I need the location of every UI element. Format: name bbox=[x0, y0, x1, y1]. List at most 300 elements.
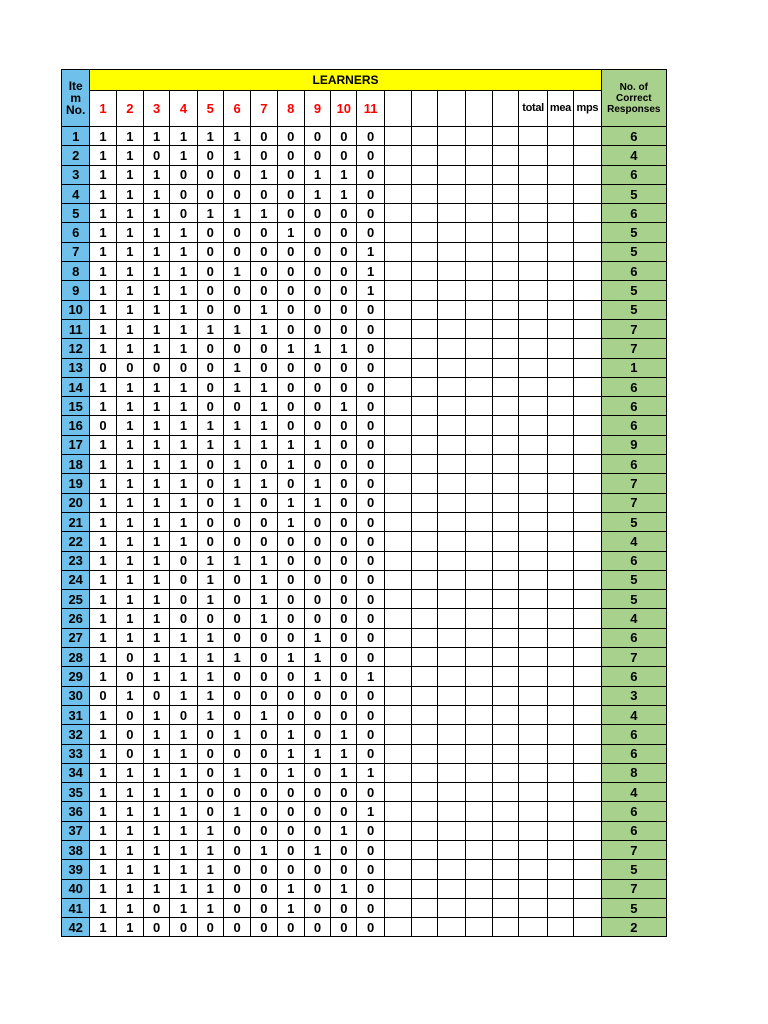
table-row bbox=[62, 204, 667, 223]
table-row bbox=[62, 918, 667, 937]
score-cell: 0 bbox=[304, 358, 330, 377]
score-cell: 0 bbox=[251, 242, 277, 261]
score-cell: 1 bbox=[170, 667, 197, 686]
score-cell: 1 bbox=[223, 377, 250, 396]
table-row bbox=[62, 551, 667, 570]
score-cell: 0 bbox=[251, 358, 277, 377]
empty-cell bbox=[412, 435, 438, 454]
empty-cell bbox=[384, 358, 411, 377]
score-cell: 0 bbox=[251, 802, 277, 821]
empty-cell bbox=[384, 648, 411, 667]
empty-cell bbox=[438, 763, 465, 782]
empty-cell bbox=[465, 455, 492, 474]
score-cell: 0 bbox=[170, 165, 197, 184]
score-cell: 0 bbox=[304, 377, 330, 396]
score-cell: 1 bbox=[277, 744, 304, 763]
empty-cell bbox=[574, 570, 602, 589]
score-cell: 1 bbox=[170, 783, 197, 802]
empty-cell bbox=[465, 628, 492, 647]
empty-cell bbox=[519, 840, 547, 859]
score-cell: 1 bbox=[116, 628, 143, 647]
empty-cell bbox=[519, 300, 547, 319]
score-cell: 1 bbox=[144, 377, 170, 396]
empty-cell bbox=[547, 358, 573, 377]
empty-cell bbox=[438, 242, 465, 261]
item-number-cell: 39 bbox=[62, 860, 90, 879]
score-cell: 0 bbox=[170, 918, 197, 937]
score-cell: 0 bbox=[331, 455, 357, 474]
score-cell: 0 bbox=[277, 416, 304, 435]
table-row bbox=[62, 686, 667, 705]
score-cell: 0 bbox=[304, 397, 330, 416]
score-cell: 1 bbox=[251, 397, 277, 416]
empty-cell bbox=[438, 204, 465, 223]
empty-cell bbox=[438, 319, 465, 338]
table-row bbox=[62, 184, 667, 203]
table-row bbox=[62, 783, 667, 802]
score-cell: 1 bbox=[304, 648, 330, 667]
table-row bbox=[62, 590, 667, 609]
correct-responses-cell: 6 bbox=[601, 397, 666, 416]
score-cell: 1 bbox=[197, 204, 223, 223]
score-cell: 1 bbox=[170, 821, 197, 840]
score-cell: 1 bbox=[251, 570, 277, 589]
table-row bbox=[62, 898, 667, 917]
score-cell: 1 bbox=[197, 879, 223, 898]
empty-cell bbox=[384, 127, 411, 146]
score-cell: 0 bbox=[197, 397, 223, 416]
score-cell: 1 bbox=[144, 127, 170, 146]
empty-cell bbox=[438, 551, 465, 570]
table-row bbox=[62, 339, 667, 358]
empty-cell bbox=[384, 416, 411, 435]
score-cell: 1 bbox=[304, 667, 330, 686]
score-cell: 0 bbox=[357, 474, 384, 493]
empty-cell bbox=[465, 725, 492, 744]
score-cell: 1 bbox=[116, 898, 143, 917]
score-cell: 1 bbox=[144, 474, 170, 493]
score-cell: 1 bbox=[90, 165, 116, 184]
score-cell: 0 bbox=[357, 686, 384, 705]
empty-cell bbox=[493, 204, 519, 223]
score-cell: 1 bbox=[116, 242, 143, 261]
score-cell: 0 bbox=[357, 570, 384, 589]
score-cell: 1 bbox=[116, 512, 143, 531]
score-cell: 0 bbox=[357, 628, 384, 647]
score-cell: 1 bbox=[90, 705, 116, 724]
empty-cell bbox=[384, 532, 411, 551]
score-cell: 0 bbox=[170, 609, 197, 628]
empty-cell bbox=[493, 879, 519, 898]
empty-cell bbox=[574, 474, 602, 493]
score-cell: 0 bbox=[331, 223, 357, 242]
score-cell: 1 bbox=[116, 262, 143, 281]
empty-cell bbox=[547, 300, 573, 319]
empty-cell bbox=[412, 840, 438, 859]
score-cell: 1 bbox=[223, 802, 250, 821]
score-cell: 1 bbox=[277, 493, 304, 512]
score-cell: 0 bbox=[357, 744, 384, 763]
empty-cell bbox=[574, 146, 602, 165]
item-number-cell: 9 bbox=[62, 281, 90, 300]
empty-cell bbox=[438, 493, 465, 512]
empty-cell bbox=[493, 455, 519, 474]
score-cell: 0 bbox=[277, 783, 304, 802]
score-cell: 0 bbox=[197, 512, 223, 531]
score-cell: 1 bbox=[116, 416, 143, 435]
empty-cell bbox=[412, 377, 438, 396]
empty-cell bbox=[547, 609, 573, 628]
item-number-cell: 16 bbox=[62, 416, 90, 435]
item-number-cell: 18 bbox=[62, 455, 90, 474]
score-cell: 1 bbox=[116, 840, 143, 859]
score-cell: 1 bbox=[116, 918, 143, 937]
score-cell: 1 bbox=[90, 397, 116, 416]
score-cell: 0 bbox=[331, 242, 357, 261]
empty-cell bbox=[574, 763, 602, 782]
empty-cell bbox=[465, 223, 492, 242]
empty-cell bbox=[493, 435, 519, 454]
empty-cell bbox=[438, 609, 465, 628]
score-cell: 1 bbox=[116, 339, 143, 358]
empty-cell bbox=[438, 667, 465, 686]
score-cell: 0 bbox=[277, 551, 304, 570]
score-cell: 1 bbox=[277, 879, 304, 898]
score-cell: 1 bbox=[144, 551, 170, 570]
correct-responses-cell: 5 bbox=[601, 281, 666, 300]
empty-cell bbox=[547, 648, 573, 667]
empty-cell bbox=[547, 860, 573, 879]
empty-cell bbox=[493, 667, 519, 686]
empty-cell bbox=[493, 744, 519, 763]
empty-cell bbox=[384, 262, 411, 281]
score-cell: 1 bbox=[170, 686, 197, 705]
score-cell: 0 bbox=[304, 204, 330, 223]
empty-cell bbox=[384, 551, 411, 570]
score-cell: 0 bbox=[223, 184, 250, 203]
item-number-cell: 2 bbox=[62, 146, 90, 165]
score-cell: 0 bbox=[251, 262, 277, 281]
score-cell: 1 bbox=[197, 860, 223, 879]
score-cell: 1 bbox=[170, 474, 197, 493]
score-cell: 0 bbox=[223, 532, 250, 551]
score-cell: 1 bbox=[90, 860, 116, 879]
empty-cell bbox=[384, 455, 411, 474]
score-cell: 0 bbox=[197, 918, 223, 937]
empty-cell bbox=[384, 667, 411, 686]
table-row bbox=[62, 532, 667, 551]
item-number-cell: 6 bbox=[62, 223, 90, 242]
score-cell: 1 bbox=[144, 667, 170, 686]
item-number-cell: 11 bbox=[62, 319, 90, 338]
empty-cell bbox=[438, 223, 465, 242]
table-row bbox=[62, 397, 667, 416]
score-cell: 0 bbox=[197, 783, 223, 802]
score-cell: 0 bbox=[197, 802, 223, 821]
item-number-cell: 17 bbox=[62, 435, 90, 454]
table-row bbox=[62, 242, 667, 261]
empty-cell bbox=[493, 416, 519, 435]
score-cell: 0 bbox=[170, 590, 197, 609]
score-cell: 0 bbox=[331, 300, 357, 319]
empty-cell bbox=[438, 840, 465, 859]
score-cell: 1 bbox=[170, 455, 197, 474]
score-cell: 1 bbox=[251, 377, 277, 396]
score-cell: 0 bbox=[304, 127, 330, 146]
score-cell: 1 bbox=[357, 763, 384, 782]
empty-cell bbox=[412, 358, 438, 377]
score-cell: 0 bbox=[304, 319, 330, 338]
empty-cell bbox=[547, 184, 573, 203]
score-cell: 0 bbox=[223, 628, 250, 647]
score-cell: 0 bbox=[144, 686, 170, 705]
score-cell: 0 bbox=[331, 628, 357, 647]
empty-cell bbox=[574, 184, 602, 203]
empty-cell bbox=[412, 204, 438, 223]
empty-cell bbox=[519, 512, 547, 531]
score-cell: 0 bbox=[197, 455, 223, 474]
score-cell: 0 bbox=[357, 377, 384, 396]
score-cell: 1 bbox=[144, 262, 170, 281]
empty-cell bbox=[438, 648, 465, 667]
empty-cell bbox=[412, 628, 438, 647]
correct-responses-cell: 5 bbox=[601, 223, 666, 242]
score-cell: 0 bbox=[116, 358, 143, 377]
correct-responses-cell: 4 bbox=[601, 532, 666, 551]
score-cell: 0 bbox=[197, 532, 223, 551]
empty-cell bbox=[493, 821, 519, 840]
empty-cell bbox=[547, 474, 573, 493]
empty-cell bbox=[493, 377, 519, 396]
empty-cell bbox=[493, 551, 519, 570]
score-cell: 0 bbox=[251, 493, 277, 512]
empty-cell bbox=[412, 184, 438, 203]
empty-cell bbox=[493, 590, 519, 609]
score-cell: 0 bbox=[304, 532, 330, 551]
score-cell: 0 bbox=[357, 898, 384, 917]
score-cell: 0 bbox=[277, 821, 304, 840]
empty-cell bbox=[438, 358, 465, 377]
empty-cell bbox=[547, 532, 573, 551]
empty-cell bbox=[547, 262, 573, 281]
empty-cell bbox=[384, 223, 411, 242]
score-cell: 1 bbox=[277, 648, 304, 667]
score-cell: 1 bbox=[90, 184, 116, 203]
score-cell: 0 bbox=[357, 146, 384, 165]
score-cell: 0 bbox=[277, 532, 304, 551]
correct-responses-cell: 6 bbox=[601, 744, 666, 763]
score-cell: 1 bbox=[331, 397, 357, 416]
score-cell: 0 bbox=[144, 358, 170, 377]
empty-cell bbox=[574, 551, 602, 570]
learners-title: LEARNERS bbox=[90, 70, 601, 91]
correct-responses-cell: 1 bbox=[601, 358, 666, 377]
score-cell: 0 bbox=[357, 532, 384, 551]
score-cell: 0 bbox=[223, 744, 250, 763]
empty-cell bbox=[574, 648, 602, 667]
score-cell: 1 bbox=[116, 300, 143, 319]
empty-cell bbox=[465, 146, 492, 165]
empty-cell bbox=[438, 532, 465, 551]
empty-header-cell bbox=[493, 91, 519, 127]
score-cell: 1 bbox=[223, 551, 250, 570]
empty-cell bbox=[465, 802, 492, 821]
correct-responses-cell: 7 bbox=[601, 879, 666, 898]
score-cell: 1 bbox=[223, 493, 250, 512]
empty-cell bbox=[547, 551, 573, 570]
learner-number-header: 4 bbox=[170, 91, 197, 127]
empty-cell bbox=[547, 397, 573, 416]
score-cell: 0 bbox=[251, 744, 277, 763]
empty-cell bbox=[574, 705, 602, 724]
score-cell: 1 bbox=[304, 435, 330, 454]
score-cell: 1 bbox=[170, 339, 197, 358]
empty-cell bbox=[438, 628, 465, 647]
score-cell: 0 bbox=[331, 532, 357, 551]
empty-cell bbox=[412, 570, 438, 589]
score-cell: 0 bbox=[331, 416, 357, 435]
table-row bbox=[62, 821, 667, 840]
empty-cell bbox=[547, 783, 573, 802]
empty-cell bbox=[547, 512, 573, 531]
empty-cell bbox=[465, 609, 492, 628]
empty-cell bbox=[384, 686, 411, 705]
score-cell: 1 bbox=[90, 455, 116, 474]
score-cell: 1 bbox=[170, 319, 197, 338]
empty-cell bbox=[547, 242, 573, 261]
empty-cell bbox=[493, 570, 519, 589]
score-cell: 1 bbox=[197, 628, 223, 647]
correct-responses-cell: 6 bbox=[601, 377, 666, 396]
item-number-cell: 30 bbox=[62, 686, 90, 705]
empty-cell bbox=[384, 281, 411, 300]
total-header: total bbox=[519, 91, 547, 127]
score-cell: 1 bbox=[251, 319, 277, 338]
learner-number-header: 3 bbox=[144, 91, 170, 127]
score-cell: 1 bbox=[144, 763, 170, 782]
correct-responses-cell: 8 bbox=[601, 763, 666, 782]
score-cell: 1 bbox=[251, 840, 277, 859]
correct-responses-cell: 2 bbox=[601, 918, 666, 937]
score-cell: 1 bbox=[197, 648, 223, 667]
score-cell: 1 bbox=[197, 570, 223, 589]
score-cell: 0 bbox=[277, 146, 304, 165]
empty-cell bbox=[412, 493, 438, 512]
empty-cell bbox=[384, 474, 411, 493]
empty-cell bbox=[465, 763, 492, 782]
empty-cell bbox=[438, 802, 465, 821]
empty-cell bbox=[547, 840, 573, 859]
empty-cell bbox=[465, 242, 492, 261]
score-cell: 0 bbox=[357, 551, 384, 570]
empty-cell bbox=[574, 879, 602, 898]
empty-cell bbox=[438, 725, 465, 744]
score-cell: 1 bbox=[304, 339, 330, 358]
score-cell: 1 bbox=[90, 879, 116, 898]
score-cell: 1 bbox=[251, 609, 277, 628]
empty-cell bbox=[519, 763, 547, 782]
score-cell: 1 bbox=[144, 840, 170, 859]
score-cell: 0 bbox=[331, 667, 357, 686]
item-number-cell: 34 bbox=[62, 763, 90, 782]
empty-cell bbox=[547, 204, 573, 223]
score-cell: 1 bbox=[277, 763, 304, 782]
item-number-cell: 10 bbox=[62, 300, 90, 319]
score-cell: 0 bbox=[251, 821, 277, 840]
empty-cell bbox=[547, 435, 573, 454]
empty-cell bbox=[574, 686, 602, 705]
score-cell: 1 bbox=[144, 570, 170, 589]
score-cell: 0 bbox=[277, 918, 304, 937]
empty-cell bbox=[547, 165, 573, 184]
empty-cell bbox=[384, 590, 411, 609]
empty-cell bbox=[574, 377, 602, 396]
empty-cell bbox=[574, 821, 602, 840]
score-cell: 0 bbox=[304, 879, 330, 898]
correct-responses-cell: 6 bbox=[601, 821, 666, 840]
empty-cell bbox=[465, 184, 492, 203]
score-cell: 0 bbox=[277, 358, 304, 377]
empty-cell bbox=[519, 281, 547, 300]
empty-cell bbox=[493, 628, 519, 647]
empty-cell bbox=[412, 532, 438, 551]
item-number-cell: 24 bbox=[62, 570, 90, 589]
score-cell: 0 bbox=[277, 319, 304, 338]
score-cell: 0 bbox=[357, 319, 384, 338]
empty-cell bbox=[465, 840, 492, 859]
score-cell: 1 bbox=[251, 590, 277, 609]
empty-cell bbox=[547, 281, 573, 300]
score-cell: 1 bbox=[170, 648, 197, 667]
score-cell: 1 bbox=[304, 840, 330, 859]
score-cell: 1 bbox=[304, 628, 330, 647]
empty-cell bbox=[493, 281, 519, 300]
empty-cell bbox=[465, 705, 492, 724]
score-cell: 0 bbox=[223, 223, 250, 242]
score-cell: 1 bbox=[144, 725, 170, 744]
score-cell: 1 bbox=[357, 242, 384, 261]
empty-cell bbox=[493, 127, 519, 146]
score-cell: 0 bbox=[223, 686, 250, 705]
score-cell: 1 bbox=[90, 725, 116, 744]
score-cell: 0 bbox=[331, 918, 357, 937]
empty-cell bbox=[412, 281, 438, 300]
empty-cell bbox=[519, 242, 547, 261]
score-cell: 1 bbox=[116, 455, 143, 474]
score-cell: 0 bbox=[277, 686, 304, 705]
correct-responses-cell: 6 bbox=[601, 628, 666, 647]
score-cell: 0 bbox=[251, 898, 277, 917]
table-row bbox=[62, 262, 667, 281]
score-cell: 1 bbox=[197, 590, 223, 609]
score-cell: 0 bbox=[331, 551, 357, 570]
learner-number-header: 10 bbox=[331, 91, 357, 127]
correct-responses-cell: 4 bbox=[601, 783, 666, 802]
score-cell: 1 bbox=[331, 744, 357, 763]
score-cell: 0 bbox=[357, 821, 384, 840]
score-cell: 1 bbox=[223, 435, 250, 454]
learner-number-header: 7 bbox=[251, 91, 277, 127]
item-number-cell: 1 bbox=[62, 127, 90, 146]
score-cell: 0 bbox=[197, 763, 223, 782]
empty-cell bbox=[493, 532, 519, 551]
mean-header: mea bbox=[547, 91, 573, 127]
empty-cell bbox=[519, 570, 547, 589]
empty-cell bbox=[384, 184, 411, 203]
empty-cell bbox=[384, 435, 411, 454]
empty-cell bbox=[574, 744, 602, 763]
empty-cell bbox=[438, 397, 465, 416]
